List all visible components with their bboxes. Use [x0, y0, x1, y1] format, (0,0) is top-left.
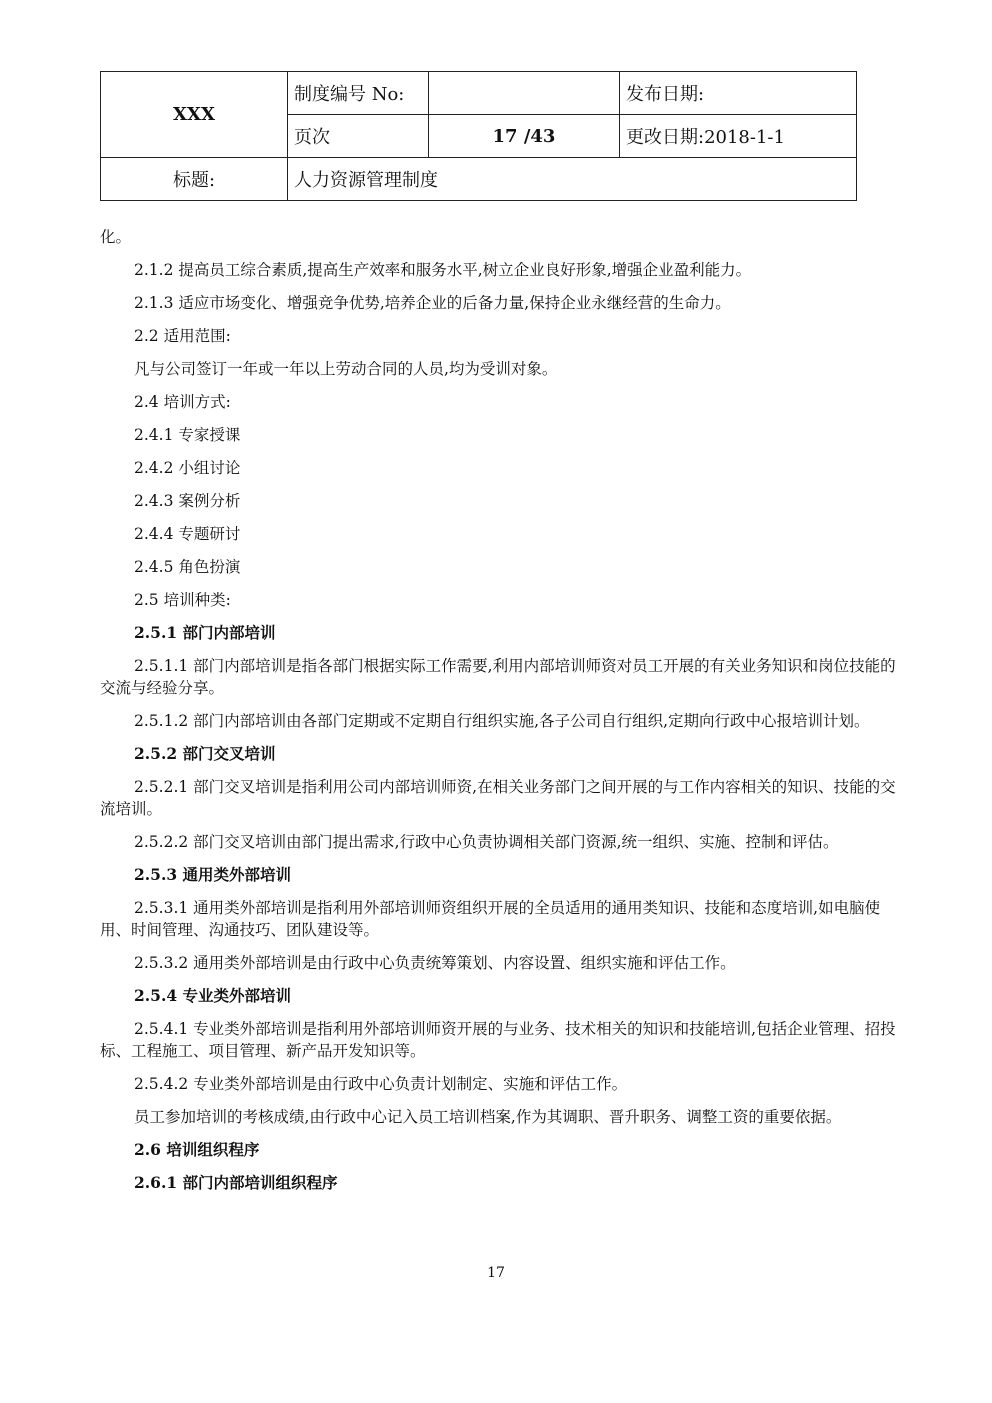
publish-date-label: 发布日期:: [620, 72, 857, 115]
revise-date: 更改日期:2018-1-1: [620, 115, 857, 158]
doc-no-value: [429, 72, 620, 115]
subsection-heading: 2.6.1 部门内部培训组织程序: [134, 1173, 338, 1192]
paragraph: 2.5.4.2 专业类外部培训是由行政中心负责计划制定、实施和评估工作。: [134, 1075, 628, 1093]
list-item: 2.4.3 案例分析: [134, 492, 241, 510]
document-header-table: [100, 71, 857, 201]
section-heading: 2.5 培训种类:: [134, 591, 231, 609]
paragraph: 2.5.1.2 部门内部培训由各部门定期或不定期自行组织实施,各子公司自行组织,定期向行政中心报培训计划。: [134, 712, 870, 730]
paragraph: 2.5.3.1 通用类外部培训是指利用外部培训师资组织开展的全员适用的通用类知识、技能和态度培训,如电脑使用、时间管理、沟通技巧、团队建设等。: [100, 899, 881, 939]
subsection-heading: 2.6 培训组织程序: [134, 1140, 260, 1159]
paragraph: 2.1.2 提高员工综合素质,提高生产效率和服务水平,树立企业良好形象,增强企业盈利能力。: [134, 261, 752, 279]
paragraph: 2.5.2.2 部门交叉培训由部门提出需求,行政中心负责协调相关部门资源,统一组织、实施、控制和评估。: [134, 833, 839, 851]
subsection-heading: 2.5.3 通用类外部培训: [134, 865, 292, 884]
list-item: 2.4.1 专家授课: [134, 426, 241, 444]
paragraph: 员工参加培训的考核成绩,由行政中心记入员工培训档案,作为其调职、晋升职务、调整工资的重要依据。: [134, 1108, 842, 1126]
list-item: 2.4.2 小组讨论: [134, 459, 241, 477]
list-item: 2.4.4 专题研讨: [134, 525, 241, 543]
list-item: 2.4.5 角色扮演: [134, 558, 241, 576]
page-number: 17: [487, 1265, 505, 1281]
paragraph: 2.1.3 适应市场变化、增强竞争优势,培养企业的后备力量,保持企业永继经营的生命力。: [134, 294, 731, 312]
doc-no-label: 制度编号 No:: [288, 72, 429, 115]
company-name: XXX: [101, 72, 288, 158]
paragraph: 2.5.2.1 部门交叉培训是指利用公司内部培训师资,在相关业务部门之间开展的与工作内容相关的知识、技能的交流培训。: [100, 778, 896, 818]
section-heading: 2.4 培训方式:: [134, 393, 231, 411]
paragraph: 化。: [100, 228, 132, 246]
title-label: 标题:: [101, 158, 288, 201]
paragraph: 凡与公司签订一年或一年以上劳动合同的人员,均为受训对象。: [134, 360, 558, 378]
paragraph: 2.5.3.2 通用类外部培训是由行政中心负责统筹策划、内容设置、组织实施和评估工作。: [134, 954, 736, 972]
subsection-heading: 2.5.4 专业类外部培训: [134, 986, 292, 1005]
title-value: 人力资源管理制度: [288, 158, 857, 201]
paragraph: 2.5.4.1 专业类外部培训是指利用外部培训师资开展的与业务、技术相关的知识和技能培训,包括企业管理、招投标、工程施工、项目管理、新产品开发知识等。: [100, 1020, 896, 1060]
subsection-heading: 2.5.2 部门交叉培训: [134, 744, 276, 763]
section-heading: 2.2 适用范围:: [134, 327, 231, 345]
page-label: 页次: [288, 115, 429, 158]
paragraph: 2.5.1.1 部门内部培训是指各部门根据实际工作需要,利用内部培训师资对员工开展的有关业务知识和岗位技能的交流与经验分享。: [100, 657, 896, 697]
subsection-heading: 2.5.1 部门内部培训: [134, 623, 276, 642]
document-body: [100, 226, 908, 1205]
page-value: 17 /43: [429, 115, 620, 158]
